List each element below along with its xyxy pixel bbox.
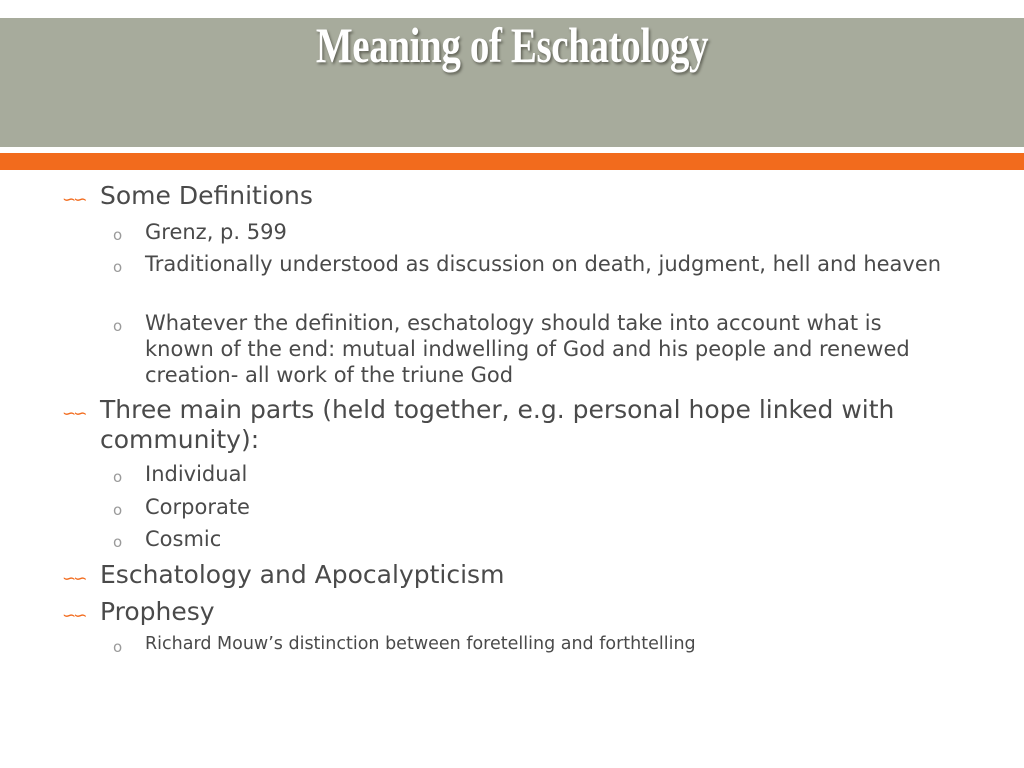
sub-bullet-item: Richard Mouw’s distinction between foretelling and forthtelling bbox=[145, 634, 696, 654]
hollow-circle-icon: o bbox=[113, 638, 123, 656]
sub-bullet-item: Grenz, p. 599 bbox=[145, 220, 287, 244]
bullet-item: Some Definitions bbox=[100, 181, 313, 210]
sub-bullet-item: Cosmic bbox=[145, 527, 222, 551]
scroll-swirl-icon: ∽∽ bbox=[62, 569, 85, 589]
bullet-item: Eschatology and Apocalypticism bbox=[100, 560, 505, 589]
bullet-item: Prophesy bbox=[100, 597, 215, 626]
hollow-circle-icon: o bbox=[113, 317, 123, 335]
sub-bullet-item: Whatever the definition, eschatology should take into account what is known of the end: mutual indwelling of God and his people and renewed creation- all work of the triune God bbox=[145, 311, 910, 387]
sub-bullet-item: Traditionally understood as discussion on death, judgment, hell and heaven bbox=[145, 252, 942, 276]
bullet-item: Three main parts (held together, e.g. personal hope linked with community): bbox=[100, 395, 895, 454]
scroll-swirl-icon: ∽∽ bbox=[62, 404, 85, 424]
hollow-circle-icon: o bbox=[113, 533, 123, 551]
sub-bullet-item: Corporate bbox=[145, 495, 250, 519]
scroll-swirl-icon: ∽∽ bbox=[62, 606, 85, 626]
hollow-circle-icon: o bbox=[113, 226, 123, 244]
hollow-circle-icon: o bbox=[113, 468, 123, 486]
sub-bullet-item: Individual bbox=[145, 462, 248, 486]
scroll-swirl-icon: ∽∽ bbox=[62, 190, 85, 210]
hollow-circle-icon: o bbox=[113, 258, 123, 276]
hollow-circle-icon: o bbox=[113, 501, 123, 519]
slide-title: Meaning of Eschatology bbox=[315, 17, 709, 73]
